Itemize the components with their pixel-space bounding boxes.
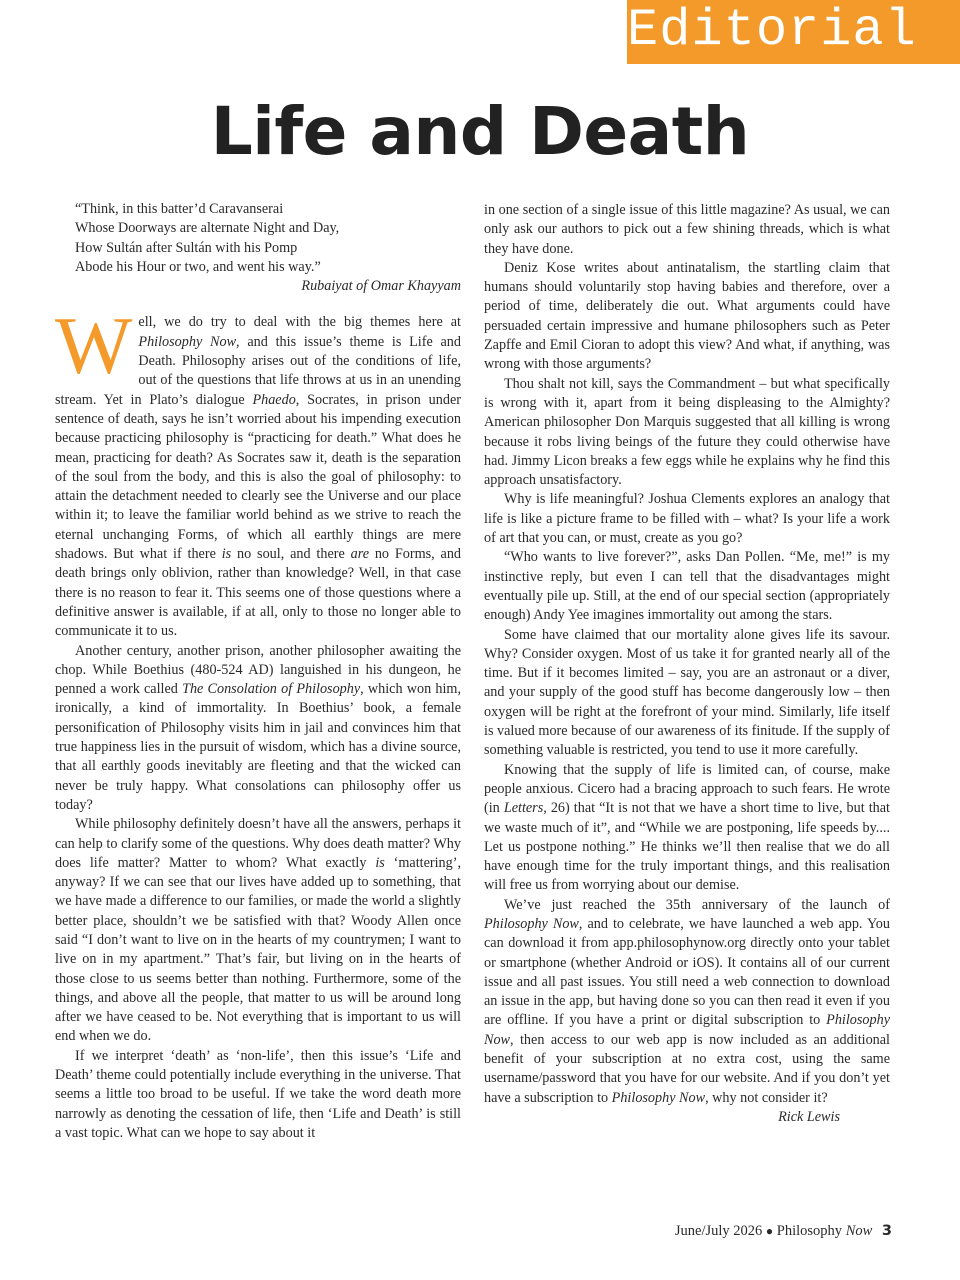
paragraph: Deniz Kose writes about antinatalism, the startling claim that humans should voluntarily stop having babies and therefore, over a period of time, deliberately die out. What arguments could have persuaded certain impressive and humane philosophers such as Peter Zapffe and Emil Cioran to adopt this view? And what, if anything, was wrong with those arguments? [484,259,890,373]
paragraph: While philosophy definitely doesn’t have all the answers, perhaps it can help to clarify some of the questions. Why does death matter? Why does life matter? Matter to whom? What exactly is ‘mattering’, anyway? If we can see that our lives have added up to something, that we have made a difference to our families, or made the world a slightly better place, shouldn’t we be satisfied with that? Woody Allen once said “I don’t want to live on in the hearts of my countrymen; I want to live on in my apartment.” That’s fair, but living on in the hearts of those close to us seems better than nothing. Furthermore, some of the things, and above all the people, that matter to us will be around long after we have ceased to be. Not everything that is important to us will end when we do. [55,816,461,1045]
author-signature: Rick Lewis [778,1108,840,1125]
issue-date: June/July 2026 [674,1223,763,1239]
page-footer [675,1223,892,1240]
paragraph: Another century, another prison, another philosopher awaiting the chop. While Boethius (480-524 AD) languished in his dungeon, he penned a work called The Consolation of Philosophy, which won him, ironically, a kind of immortality. In Boethius’ book, a female personification of Philosophy visits him in jail and convinces him that true happiness lies in the pursuit of wisdom, which has a divine source, that all earthly goods inevitably are fleeting and that the wicked can never be truly happy. What consolations can philosophy offer us today? [55,642,461,813]
magazine-name: Philosophy [776,1223,846,1239]
drop-cap: W [55,300,133,392]
epigraph [75,200,461,277]
paragraph: Knowing that the supply of life is limited can, of course, make people anxious. Cicero had a bracing approach to such fears. He wrote (in Letters, 26) that “It is not that we have a short time to live, but that we waste much of it”, and “While we are postponing, life speeds by.... Let us postpone nothing.” He thinks we’ll then realise that we do all have enough time for the truly important things, and this realisation will free us from worrying about our demise. [484,761,890,894]
right-column [484,201,890,1127]
page-number: 3 [881,1223,892,1239]
paragraph: Some have claimed that our mortality alone gives life its savour. Why? Consider oxygen. Most of us take it for granted nearly all of the time. But if it becomes limited – say, you are an astronaut or a diver, and your supply of the good stuff has become dangerously low – then oxygen will be right at the forefront of your mind. Similarly, life itself is valued more because of our awareness of its finitude. If the supply of something valuable is restricted, you tend to use it more carefully. [484,626,890,759]
paragraph: “Who wants to live forever?”, asks Dan Pollen. “Me, me!” is my instinctive reply, but even I can tell that the disadvantages might eventually pile up. Still, at the end of our special section (appropriately enough) Andy Yee imagines immortality out among the stars. [484,549,890,624]
epigraph-attribution: Rubaiyat of Omar Khayyam [301,278,461,295]
paragraph: We’ve just reached the 35th anniversary of the launch of Philosophy Now, and to celebrate, we have launched a web app. You can download it from app.philosophynow.org directly onto your tablet or smartphone (whether Android or iOS). It contains all of our current issue and all past issues. You still need a web connection to download an issue in the app, but having done so you can then read it even if you are offline. If you have a print or digital subscription to Philosophy Now, then access to our web app is now included as an additional benefit of your subscription at no extra cost, using the same username/password that you have for our website. And if you don’t yet have a subscription to Philosophy Now, why not consider it? Rick Lewis [484,896,890,1108]
paragraph: If we interpret ‘death’ as ‘non-life’, then this issue’s ‘Life and Death’ theme could potentially include everything in the universe. That seems a little too broad to be useful. If we take the word death more narrowly as denoting the cessation of life, then ‘Life and Death’ is still a vast topic. What can we hope to say about it [55,1047,461,1141]
left-column [55,200,461,1143]
epigraph-line: How Sultán after Sultán with his Pomp [75,239,298,256]
epigraph-line: Whose Doorways are alternate Night and Day, [75,220,340,237]
epigraph-line: Abode his Hour or two, and went his way.” [75,258,321,275]
section-tab: Editorial [627,0,960,64]
epigraph-line: “Think, in this batter’d Caravanserai [75,201,284,217]
bullet-icon: ● [765,1224,774,1238]
page-title: Life and Death [210,93,750,170]
magazine-name-italic: Now [845,1223,873,1239]
paragraph: Why is life meaningful? Joshua Clements explores an analogy that life is like a picture frame to be filled with – what? Is your life a work of art that you can, or must, create as you go? [484,491,890,547]
paragraph: Well, we do try to deal with the big themes here at Philosophy Now, and this issue’s theme is Life and Death. Philosophy arises out of the conditions of life, out of the questions that life throws at us in an unending stream. Yet in Plato’s dialogue Phaedo, Socrates, in prison under sentence of death, says he isn’t worried about his impending execution because practicing philosophy is “practicing for death.” What does he mean, practicing for death? As Socrates saw it, death is the separation of the soul from the body, and this is also the goal of philosophy: to attain the detachment needed to clearly see the Universe and our place within it; to leave the familiar world behind as we strive to reach the eternal unchanging Forms, of which all earthly things are mere shadows. But what if there is no soul, and there are no Forms, and death brings only oblivion, rather than knowledge? Well, in that case there is no reason to fear it. This seems one of those questions where a definitive answer is available, if at all, only to those no longer able to communicate it to us. [55,300,462,640]
paragraph: in one section of a single issue of this little magazine? As usual, we can only ask our authors to pick out a few shining threads, which is what they have done. [484,202,890,257]
paragraph: Thou shalt not kill, says the Commandment – but what specifically is wrong with it, apart from it being displeasing to the Almighty? American philosopher Don Marquis suggested that all killing is wrong because it robs living beings of the future they could otherwise have had. Jimmy Licon breaks a few eggs while he explains why he find this approach unsatisfactory. [484,375,890,489]
